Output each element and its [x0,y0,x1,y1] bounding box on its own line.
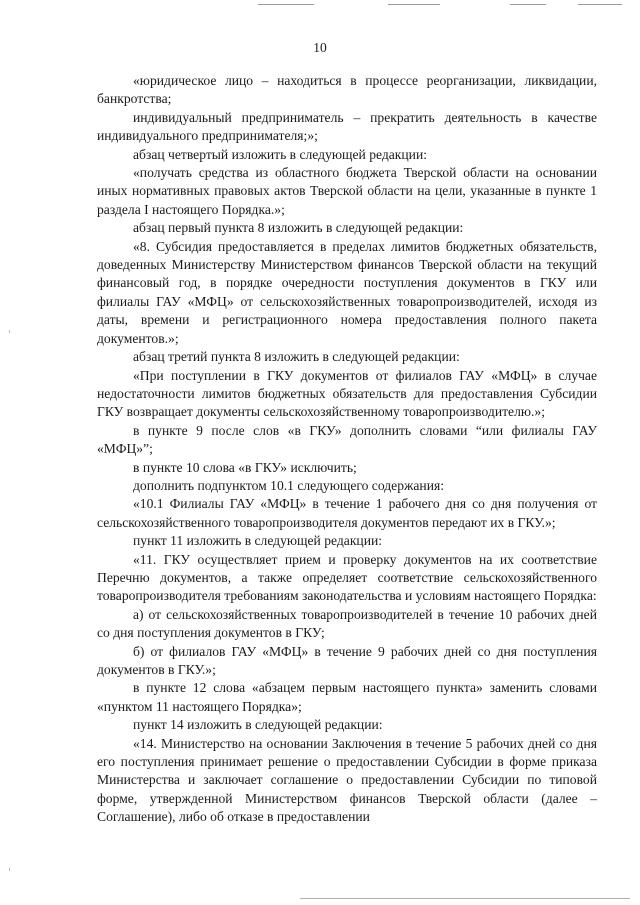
scan-artifact-mark [510,4,546,5]
paragraph: в пункте 12 слова «абзацем первым настоящего пункта» заменить словами «пунктом 11 настоящего Порядка»; [97,680,597,714]
paragraph: дополнить подпунктом 10.1 следующего содержания: [133,477,444,493]
paragraph: абзац четвертый изложить в следующей редакции: [133,146,428,162]
paragraph: «10.1 Филиалы ГАУ «МФЦ» в течение 1 рабочего дня со дня получения от сельскохозяйственного товаропроизводителя документов передают их в ГКУ.»; [97,496,597,530]
scan-artifact-line [300,898,630,899]
paragraph: б) от филиалов ГАУ «МФЦ» в течение 9 рабочих дней со дня поступления документов в ГКУ.»; [97,643,597,677]
paragraph: а) от сельскохозяйственных товаропроизводителей в течение 10 рабочих дней со дня поступления документов в ГКУ; [97,606,597,641]
paragraph: в пункте 9 после слов «в ГКУ» дополнить словами “или филиалы ГАУ «МФЦ»”; [97,422,597,457]
paragraph: «11. ГКУ осуществляет прием и проверку документов на их соответствие Перечню документов, а также определяет соответствие сельскохозяйственного товаропроизводителя требованиям законодательства и условиям настоящего Порядка: [97,551,597,604]
scan-artifact-mark [578,4,622,5]
paragraph: пункт 11 изложить в следующей редакции: [133,533,383,549]
scan-artifact-mark [388,4,440,5]
paragraph: пункт 14 изложить в следующей редакции: [133,717,383,733]
paragraph: «14. Министерство на основании Заключения в течение 5 рабочих дней со дня его поступления принимает решение о предоставлении Субсидии в форме приказа Министерства и заключает соглашение о предоставлении Субсидии по типовой форме, утвержденной Министерством финансов Тверской области (далее – Соглашение), либо об отказе в предоставлении [97,735,597,825]
page-number: 10 [313,40,327,55]
paragraph: «8. Субсидия предоставляется в пределах лимитов бюджетных обязательств, доведенных Министерству Министерством финансов Тверской области на текущий финансовый год, в порядке очередности поступления документов в ГКУ или филиалы ГАУ «МФЦ» от сельскохозяйственных товаропроизводителей, исходя из даты, времени и регистрационного номера предоставления полного пакета документов.»; [97,238,597,346]
paragraph: «получать средства из областного бюджета Тверской области на основании иных нормативных правовых актов Тверской области на цели, указанные в пункте 1 раздела I настоящего Порядка.»; [97,165,597,217]
paragraph: «юридическое лицо – находиться в процессе реорганизации, ликвидации, банкротства; [97,73,597,107]
paragraph: абзац третий пункта 8 изложить в следующей редакции: [133,349,460,365]
document-body [97,72,597,827]
paragraph: в пункте 10 слова «в ГКУ» исключить; [133,459,357,475]
scan-artifact-dot [9,868,10,871]
paragraph: «При поступлении в ГКУ документов от филиалов ГАУ «МФЦ» в случае недостаточности лимитов бюджетных обязательств для предоставления Субсидии ГКУ возвращает документы сельскохозяйственному товаропроизводителю.»; [97,367,597,420]
paragraph: абзац первый пункта 8 изложить в следующей редакции: [133,220,464,236]
paragraph: индивидуальный предприниматель – прекратить деятельность в качестве индивидуального предпринимателя;»; [97,109,597,144]
scan-artifact-dot [9,330,10,333]
scan-artifact-mark [258,4,314,5]
